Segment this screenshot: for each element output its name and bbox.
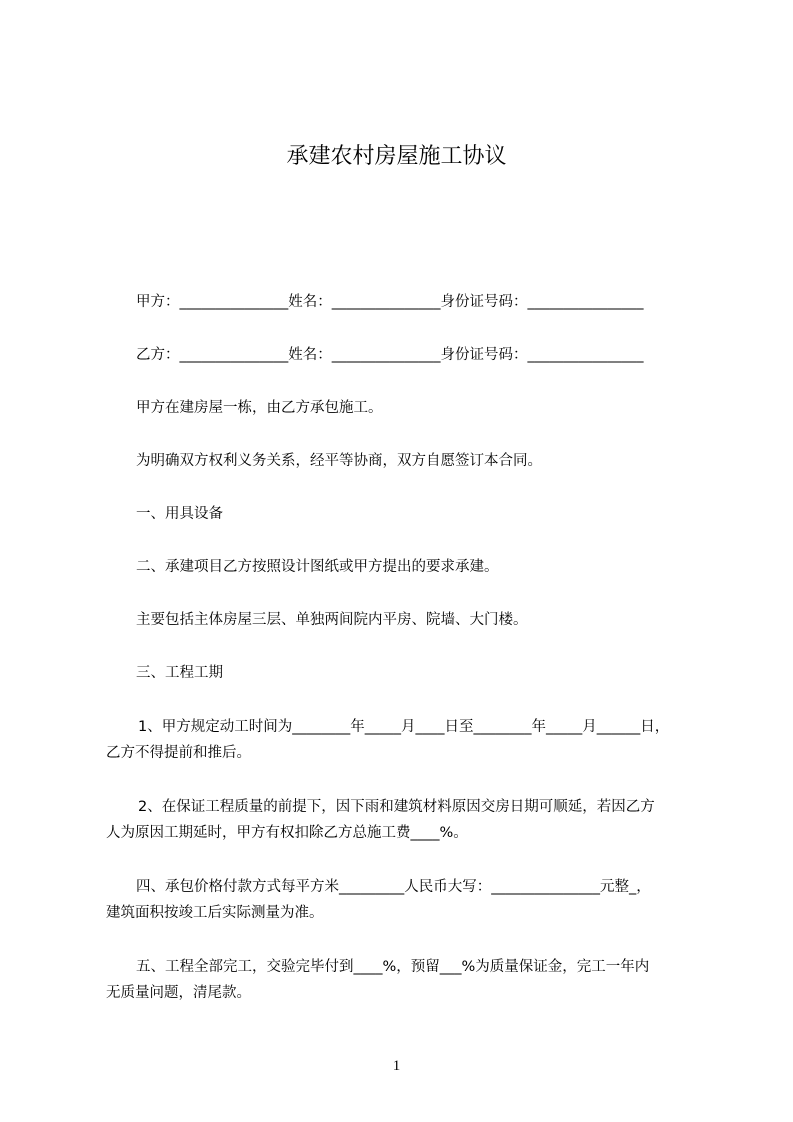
section-2-detail: 主要包括主体房屋三层、单独两间院内平房、院墙、大门楼。 <box>136 612 528 628</box>
section-4-line-2: 建筑面积按竣工后实际测量为准。 <box>106 905 324 921</box>
page-number: 1 <box>392 1058 401 1074</box>
section-2-heading: 二、承建项目乙方按照设计图纸或甲方提出的要求承建。 <box>136 559 499 575</box>
clause-2-line-2: 人为原因工期延时，甲方有权扣除乙方总施工费____%。 <box>106 825 468 841</box>
intro-paragraph-2: 为明确双方权利义务关系，经平等协商，双方自愿签订本合同。 <box>136 453 542 469</box>
clause-1-line-1: 1、甲方规定动工时间为________年_____月____日至________年_____月______日， <box>138 719 670 735</box>
section-1-heading: 一、用具设备 <box>136 506 223 522</box>
document-title: 承建农村房屋施工协议 <box>286 144 507 169</box>
clause-2-line-1: 2、在保证工程质量的前提下，因下雨和建筑材料原因交房日期可顺延，若因乙方 <box>138 799 655 815</box>
section-5-line-1: 五、工程全部完工，交验完毕付到____%，预留___%为质量保证金，完工一年内 <box>136 959 650 975</box>
section-4-line-1: 四、承包价格付款方式每平方米_________人民币大写：_______________元整_， <box>136 879 651 895</box>
party-b-line: 乙方：_______________姓名：_______________身份证号码：________________ <box>136 347 644 363</box>
party-a-line: 甲方：_______________姓名：_______________身份证号码：________________ <box>136 294 644 310</box>
clause-1-line-2: 乙方不得提前和推后。 <box>106 745 251 761</box>
intro-paragraph-1: 甲方在建房屋一栋，由乙方承包施工。 <box>136 400 383 416</box>
section-5-line-2: 无质量问题，清尾款。 <box>106 985 251 1001</box>
section-3-heading: 三、工程工期 <box>136 665 223 681</box>
